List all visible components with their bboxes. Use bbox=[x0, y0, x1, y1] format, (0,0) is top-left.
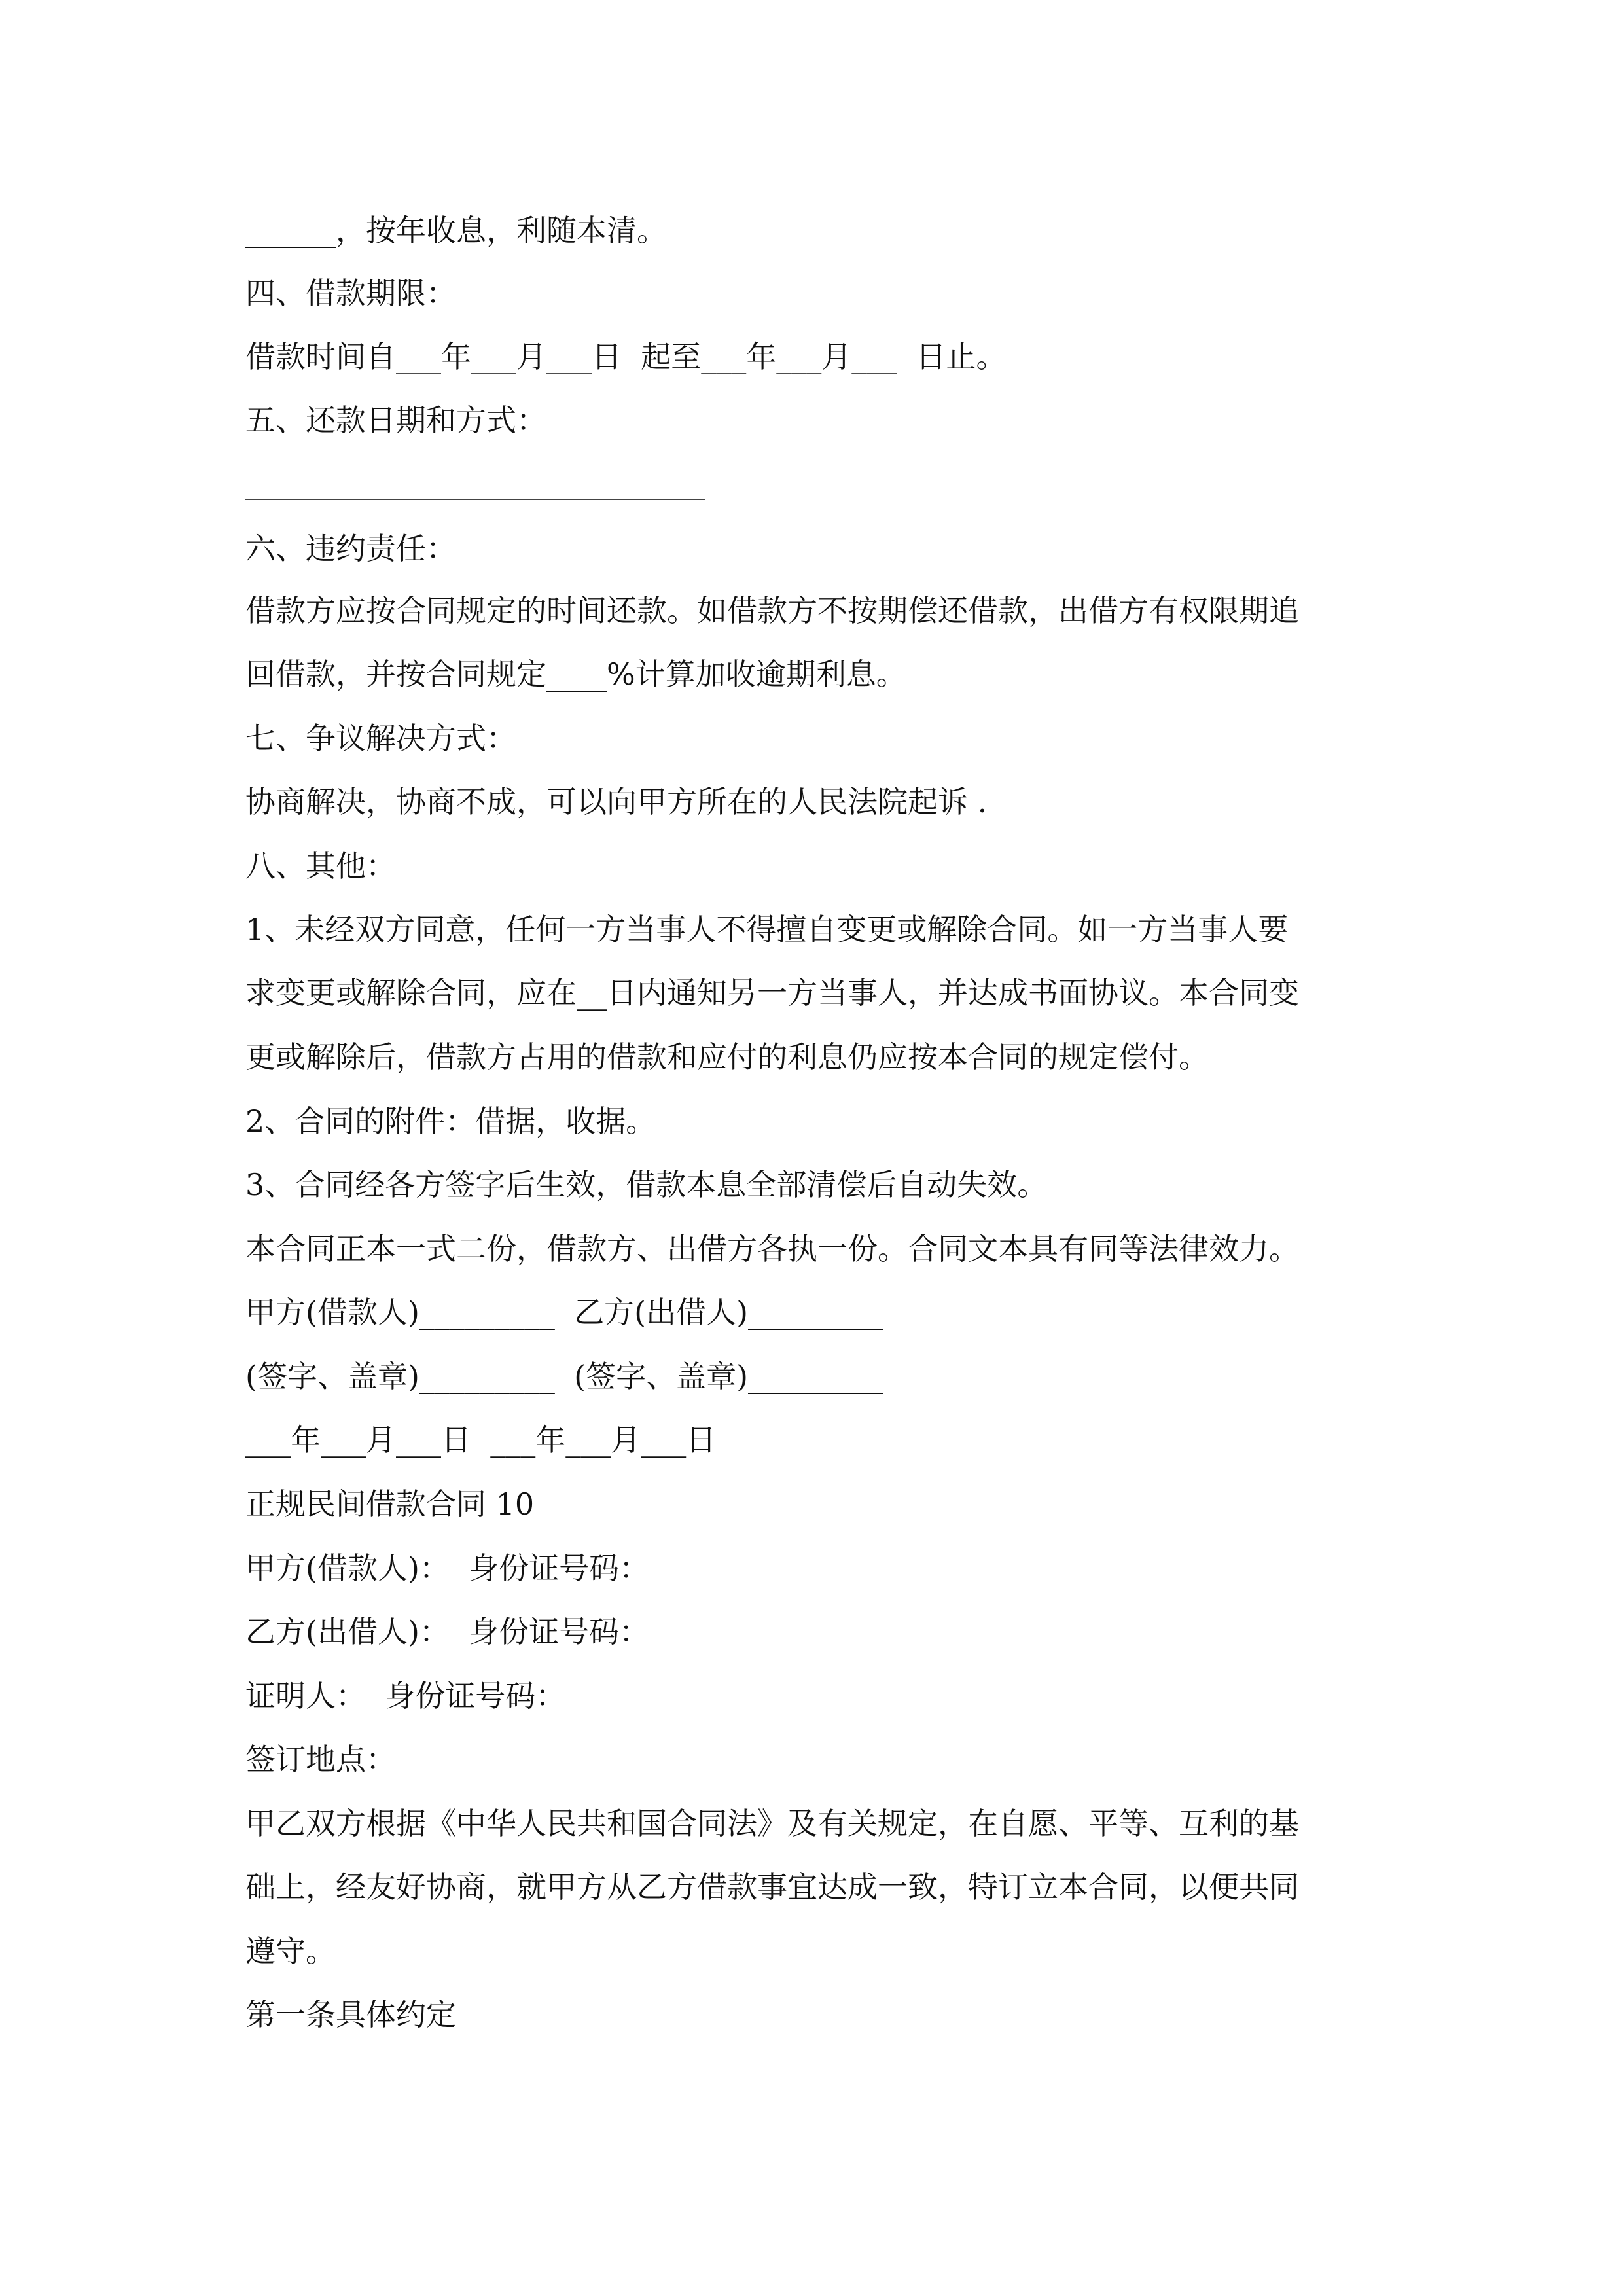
article-heading: 第一条具体约定 bbox=[245, 1997, 456, 2032]
signature-line-parties: 甲方(借款人)_________ 乙方(出借人)_________ bbox=[245, 1295, 884, 1330]
text-line: 甲乙双方根据《中华人民共和国合同法》及有关规定，在自愿、平等、互利的基 bbox=[245, 1806, 1299, 1841]
text-line: 更或解除后，借款方占用的借款和应付的利息仍应按本合同的规定偿付。 bbox=[245, 1039, 1209, 1075]
text-line: 础上，经友好协商，就甲方从乙方借款事宜达成一致，特订立本合同，以便共同 bbox=[245, 1869, 1299, 1905]
section-heading-other: 八、其他： bbox=[245, 848, 396, 884]
text-line: 1、未经双方同意，任何一方当事人不得擅自变更或解除合同。如一方当事人要 bbox=[245, 912, 1289, 947]
text-line: 乙方(出借人)： 身份证号码： bbox=[245, 1614, 650, 1649]
signature-line-seal: (签字、盖章)_________ (签字、盖章)_________ bbox=[245, 1359, 884, 1394]
section-heading-loan-term: 四、借款期限： bbox=[245, 276, 456, 311]
text-line: 2、合同的附件：借据，收据。 bbox=[245, 1103, 656, 1139]
section-heading-breach: 六、违约责任： bbox=[245, 531, 456, 566]
text-line: 借款时间自___年___月___日 起至___年___月___ 日止。 bbox=[245, 339, 1007, 374]
text-line: ______，按年收息，利随本清。 bbox=[245, 213, 667, 248]
signature-line-date: ___年___月___日 ___年___月___日 bbox=[245, 1422, 717, 1458]
text-line: 签订地点： bbox=[245, 1742, 396, 1777]
text-line: 本合同正本一式二份，借款方、出借方各执一份。合同文本具有同等法律效力。 bbox=[245, 1231, 1299, 1266]
text-line: 求变更或解除合同，应在__日内通知另一方当事人，并达成书面协议。本合同变 bbox=[245, 975, 1299, 1011]
text-line: 3、合同经各方签字后生效，借款本息全部清偿后自动失效。 bbox=[245, 1167, 1048, 1202]
text-line: 甲方(借款人)： 身份证号码： bbox=[245, 1551, 650, 1586]
fill-in-rule bbox=[245, 499, 705, 500]
text-line: 证明人： 身份证号码： bbox=[245, 1678, 566, 1713]
text-line: 借款方应按合同规定的时间还款。如借款方不按期偿还借款，出借方有权限期追 bbox=[245, 593, 1299, 628]
contract-title: 正规民间借款合同 10 bbox=[245, 1486, 535, 1522]
text-line: 回借款，并按合同规定____%计算加收逾期利息。 bbox=[245, 656, 906, 692]
text-line: 协商解决，协商不成，可以向甲方所在的人民法院起诉 . bbox=[245, 784, 988, 819]
section-heading-repayment: 五、还款日期和方式： bbox=[245, 403, 546, 438]
section-heading-dispute: 七、争议解决方式： bbox=[245, 721, 516, 756]
text-line: 遵守。 bbox=[245, 1933, 336, 1969]
